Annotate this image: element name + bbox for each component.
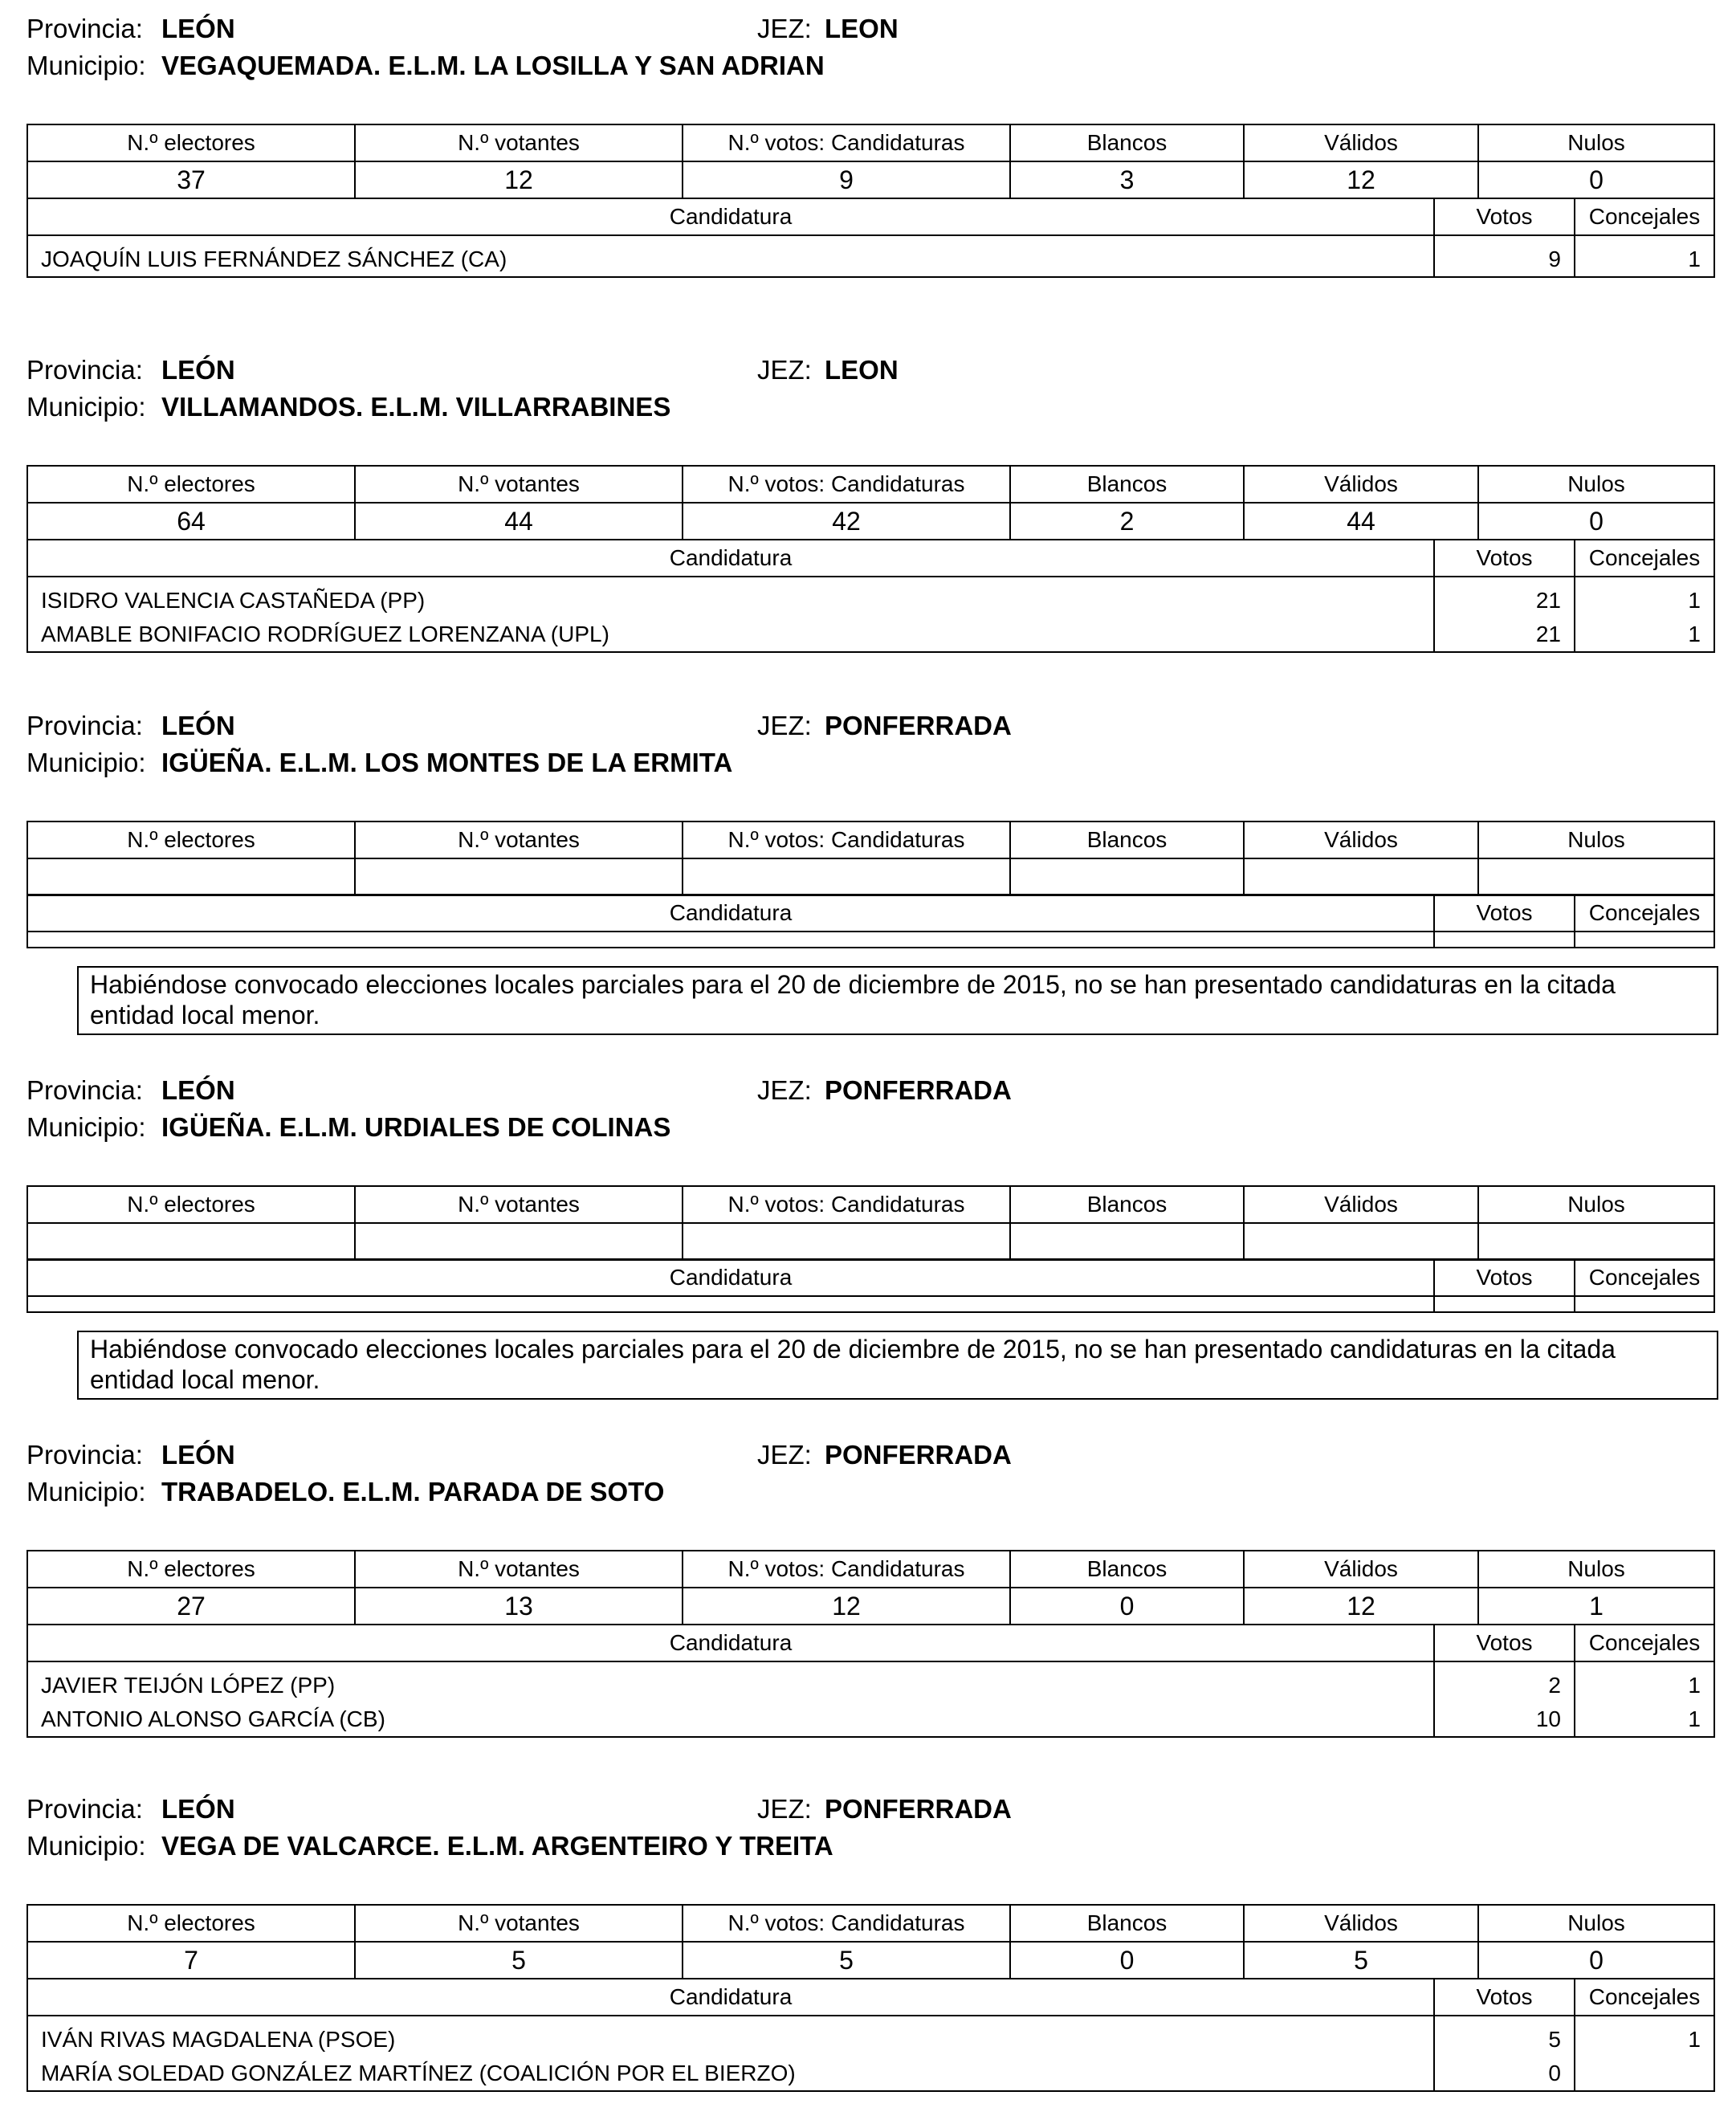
- stats-value-cell: [683, 1223, 1010, 1260]
- stats-value-cell: 13: [355, 1588, 683, 1625]
- candidate-name: IVÁN RIVAS MAGDALENA (PSOE): [41, 2027, 396, 2052]
- candidate-votos: 2: [1548, 1673, 1561, 1698]
- stats-table: [26, 821, 1715, 896]
- stats-header-cell: Nulos: [1478, 1186, 1714, 1223]
- stats-header-cell: N.º votantes: [355, 822, 683, 858]
- candidate-concejales: 1: [1688, 588, 1701, 613]
- jez-label: JEZ:: [757, 14, 812, 43]
- stats-header-cell: N.º votantes: [355, 1551, 683, 1588]
- municipio-label: Municipio:: [26, 51, 146, 80]
- jez-label: JEZ:: [757, 355, 812, 385]
- stats-value-cell: [355, 1223, 683, 1260]
- candidates-header-cell: Candidatura: [27, 1625, 1434, 1661]
- candidates-header-row: [27, 1979, 1714, 2016]
- jez-value: LEON: [825, 355, 899, 385]
- candidates-header-row: [27, 540, 1714, 577]
- stats-header-cell: N.º electores: [27, 124, 355, 161]
- provincia-row: [26, 13, 749, 45]
- candidate-votos: 21: [1535, 588, 1561, 613]
- municipio-row: [26, 1476, 665, 1508]
- candidate-votos: 10: [1535, 1706, 1561, 1731]
- stats-header-cell: Válidos: [1244, 1186, 1478, 1223]
- provincia-row: [26, 354, 749, 386]
- municipio-row: [26, 391, 671, 423]
- candidate-concejales-cell: [1575, 2016, 1714, 2091]
- jez-row: [757, 354, 899, 386]
- jez-label: JEZ:: [757, 1440, 812, 1470]
- stats-value-cell: 44: [355, 503, 683, 540]
- jez-value: PONFERRADA: [825, 711, 1012, 740]
- stats-header-cell: N.º votos: Candidaturas: [683, 1905, 1010, 1942]
- stats-table: [26, 465, 1715, 540]
- stats-table: [26, 124, 1715, 199]
- candidates-body-row: [27, 1661, 1714, 1737]
- candidates-header-cell: Votos: [1434, 895, 1575, 932]
- jez-value: PONFERRADA: [825, 1794, 1012, 1824]
- stats-header-cell: N.º electores: [27, 466, 355, 503]
- candidate-votos: 21: [1535, 622, 1561, 646]
- candidate-concejales-cell: [1575, 932, 1714, 948]
- stats-value-row: [27, 1588, 1714, 1625]
- candidates-header-cell: Concejales: [1575, 1259, 1714, 1296]
- candidate-concejales: 1: [1688, 1673, 1701, 1698]
- candidates-body-row: [27, 577, 1714, 652]
- stats-value-cell: [355, 858, 683, 895]
- candidate-concejales-cell: [1575, 1296, 1714, 1312]
- provincia-value: LEÓN: [161, 1794, 235, 1824]
- stats-header-cell: Blancos: [1010, 466, 1244, 503]
- stats-header-cell: Nulos: [1478, 466, 1714, 503]
- candidates-table: [26, 198, 1715, 278]
- stats-value-cell: 0: [1478, 1942, 1714, 1979]
- candidate-votes-cell: [1434, 932, 1575, 948]
- stats-value-cell: 0: [1010, 1942, 1244, 1979]
- candidates-table: [26, 1258, 1715, 1313]
- candidate-concejales: [1575, 2057, 1701, 2090]
- stats-header-cell: Blancos: [1010, 822, 1244, 858]
- candidates-header-cell: Votos: [1434, 1979, 1575, 2016]
- stats-value-cell: 0: [1478, 503, 1714, 540]
- stats-value-cell: 1: [1478, 1588, 1714, 1625]
- jez-row: [757, 710, 1012, 742]
- stats-value-cell: [1244, 1223, 1478, 1260]
- stats-value-cell: 2: [1010, 503, 1244, 540]
- stats-header-cell: N.º electores: [27, 1905, 355, 1942]
- candidates-header-row: [27, 1259, 1714, 1296]
- candidates-header-cell: Candidatura: [27, 895, 1434, 932]
- stats-value-row: [27, 503, 1714, 540]
- stats-value-cell: [1478, 858, 1714, 895]
- stats-value-cell: [27, 1223, 355, 1260]
- stats-header-row: [27, 1905, 1714, 1942]
- stats-header-cell: N.º electores: [27, 1186, 355, 1223]
- candidate-votes-cell: [1434, 577, 1575, 652]
- stats-header-cell: N.º votos: Candidaturas: [683, 1551, 1010, 1588]
- candidate-names-cell: [27, 2016, 1434, 2091]
- municipio-label: Municipio:: [26, 1831, 146, 1861]
- municipio-row: [26, 50, 825, 82]
- provincia-label: Provincia:: [26, 1075, 143, 1105]
- candidates-header-cell: Candidatura: [27, 198, 1434, 235]
- municipio-label: Municipio:: [26, 1477, 146, 1506]
- candidates-body-row: [27, 235, 1714, 277]
- candidate-names-cell: [27, 1296, 1434, 1312]
- candidate-names-cell: [27, 1661, 1434, 1737]
- stats-header-cell: Blancos: [1010, 124, 1244, 161]
- candidates-header-cell: Votos: [1434, 540, 1575, 577]
- stats-value-cell: 0: [1010, 1588, 1244, 1625]
- stats-value-cell: 5: [683, 1942, 1010, 1979]
- municipio-value: VILLAMANDOS. E.L.M. VILLARRABINES: [161, 392, 671, 422]
- candidate-name: JOAQUÍN LUIS FERNÁNDEZ SÁNCHEZ (CA): [41, 247, 507, 271]
- stats-header-row: [27, 822, 1714, 858]
- stats-header-cell: N.º votantes: [355, 124, 683, 161]
- stats-value-cell: [1244, 858, 1478, 895]
- candidate-concejales-cell: [1575, 1661, 1714, 1737]
- stats-header-cell: Válidos: [1244, 822, 1478, 858]
- stats-value-row: [27, 1223, 1714, 1260]
- jez-row: [757, 1074, 1012, 1107]
- candidate-concejales-cell: [1575, 577, 1714, 652]
- candidates-header-row: [27, 1625, 1714, 1661]
- candidate-names-cell: [27, 577, 1434, 652]
- stats-header-cell: N.º votantes: [355, 1186, 683, 1223]
- provincia-value: LEÓN: [161, 355, 235, 385]
- stats-value-cell: 27: [27, 1588, 355, 1625]
- jez-label: JEZ:: [757, 1075, 812, 1105]
- municipio-value: TRABADELO. E.L.M. PARADA DE SOTO: [161, 1477, 665, 1506]
- municipio-value: IGÜEÑA. E.L.M. URDIALES DE COLINAS: [161, 1112, 671, 1142]
- stats-header-cell: N.º votos: Candidaturas: [683, 124, 1010, 161]
- provincia-value: LEÓN: [161, 711, 235, 740]
- candidate-votos: 9: [1548, 247, 1561, 271]
- stats-header-cell: Válidos: [1244, 1905, 1478, 1942]
- candidates-header-cell: Concejales: [1575, 198, 1714, 235]
- stats-value-cell: [27, 858, 355, 895]
- jez-row: [757, 1439, 1012, 1471]
- stats-header-cell: Válidos: [1244, 124, 1478, 161]
- candidates-header-cell: Concejales: [1575, 1625, 1714, 1661]
- candidates-header-cell: Candidatura: [27, 1259, 1434, 1296]
- candidate-concejales: 1: [1688, 622, 1701, 646]
- stats-value-cell: 12: [1244, 1588, 1478, 1625]
- stats-value-cell: 42: [683, 503, 1010, 540]
- candidates-body-row: [27, 1296, 1714, 1312]
- stats-header-row: [27, 466, 1714, 503]
- municipio-value: VEGA DE VALCARCE. E.L.M. ARGENTEIRO Y TREITA: [161, 1831, 833, 1861]
- candidate-concejales-cell: [1575, 235, 1714, 277]
- stats-table: [26, 1904, 1715, 1979]
- provincia-label: Provincia:: [26, 711, 143, 740]
- stats-header-cell: N.º votos: Candidaturas: [683, 1186, 1010, 1223]
- candidate-names-cell: [27, 932, 1434, 948]
- municipio-row: [26, 1830, 833, 1862]
- provincia-row: [26, 710, 749, 742]
- municipio-value: VEGAQUEMADA. E.L.M. LA LOSILLA Y SAN ADRIAN: [161, 51, 825, 80]
- candidates-header-cell: Candidatura: [27, 1979, 1434, 2016]
- stats-header-cell: Nulos: [1478, 1905, 1714, 1942]
- stats-value-cell: 3: [1010, 161, 1244, 198]
- candidate-votes-cell: [1434, 235, 1575, 277]
- candidate-concejales: 1: [1688, 2027, 1701, 2052]
- provincia-value: LEÓN: [161, 1075, 235, 1105]
- candidate-concejales: 1: [1688, 1706, 1701, 1731]
- candidates-table: [26, 894, 1715, 948]
- provincia-row: [26, 1793, 749, 1825]
- municipio-value: IGÜEÑA. E.L.M. LOS MONTES DE LA ERMITA: [161, 748, 733, 777]
- municipio-label: Municipio:: [26, 392, 146, 422]
- stats-header-cell: Blancos: [1010, 1905, 1244, 1942]
- jez-label: JEZ:: [757, 1794, 812, 1824]
- candidate-name: MARÍA SOLEDAD GONZÁLEZ MARTÍNEZ (COALICIÓN POR EL BIERZO): [41, 2061, 796, 2085]
- candidate-votos: 0: [1548, 2061, 1561, 2085]
- candidate-votes-cell: [1434, 1661, 1575, 1737]
- candidates-header-cell: Votos: [1434, 1625, 1575, 1661]
- candidate-votes-cell: [1434, 2016, 1575, 2091]
- stats-value-cell: 9: [683, 161, 1010, 198]
- stats-header-cell: Nulos: [1478, 1551, 1714, 1588]
- candidate-votes-cell: [1434, 1296, 1575, 1312]
- stats-value-cell: [1010, 858, 1244, 895]
- provincia-label: Provincia:: [26, 14, 143, 43]
- stats-header-cell: N.º votos: Candidaturas: [683, 822, 1010, 858]
- stats-value-row: [27, 161, 1714, 198]
- jez-value: LEON: [825, 14, 899, 43]
- municipio-label: Municipio:: [26, 1112, 146, 1142]
- candidate-name: AMABLE BONIFACIO RODRÍGUEZ LORENZANA (UPL): [41, 622, 609, 646]
- stats-value-cell: 12: [355, 161, 683, 198]
- stats-header-cell: N.º votantes: [355, 1905, 683, 1942]
- provincia-value: LEÓN: [161, 1440, 235, 1470]
- stats-value-row: [27, 1942, 1714, 1979]
- candidate-name: ISIDRO VALENCIA CASTAÑEDA (PP): [41, 588, 426, 613]
- stats-value-cell: 7: [27, 1942, 355, 1979]
- candidates-body-row: [27, 2016, 1714, 2091]
- provincia-row: [26, 1439, 749, 1471]
- candidate-name: ANTONIO ALONSO GARCÍA (CB): [41, 1706, 385, 1731]
- stats-header-row: [27, 1551, 1714, 1588]
- provincia-label: Provincia:: [26, 1794, 143, 1824]
- stats-value-cell: 12: [683, 1588, 1010, 1625]
- stats-header-cell: Válidos: [1244, 1551, 1478, 1588]
- candidate-votos: 5: [1548, 2027, 1561, 2052]
- provincia-value: LEÓN: [161, 14, 235, 43]
- municipio-row: [26, 1111, 671, 1144]
- stats-value-row: [27, 858, 1714, 895]
- stats-header-row: [27, 124, 1714, 161]
- stats-value-cell: 5: [355, 1942, 683, 1979]
- stats-header-cell: N.º electores: [27, 1551, 355, 1588]
- candidates-header-row: [27, 895, 1714, 932]
- candidate-name: JAVIER TEIJÓN LÓPEZ (PP): [41, 1673, 336, 1698]
- jez-label: JEZ:: [757, 711, 812, 740]
- candidates-table: [26, 1624, 1715, 1738]
- candidates-header-cell: Candidatura: [27, 540, 1434, 577]
- stats-value-cell: 64: [27, 503, 355, 540]
- candidates-body-row: [27, 932, 1714, 948]
- jez-value: PONFERRADA: [825, 1075, 1012, 1105]
- stats-header-cell: N.º votos: Candidaturas: [683, 466, 1010, 503]
- candidates-header-cell: Concejales: [1575, 540, 1714, 577]
- jez-row: [757, 13, 899, 45]
- candidate-concejales: 1: [1688, 247, 1701, 271]
- jez-row: [757, 1793, 1012, 1825]
- stats-value-cell: [1010, 1223, 1244, 1260]
- no-candidates-note: Habiéndose convocado elecciones locales parciales para el 20 de diciembre de 2015, no se han presentado candidaturas en la citada entidad local menor.: [77, 966, 1718, 1035]
- stats-value-cell: 12: [1244, 161, 1478, 198]
- jez-value: PONFERRADA: [825, 1440, 1012, 1470]
- stats-header-cell: Nulos: [1478, 124, 1714, 161]
- stats-value-cell: 5: [1244, 1942, 1478, 1979]
- stats-header-cell: Blancos: [1010, 1186, 1244, 1223]
- municipio-label: Municipio:: [26, 748, 146, 777]
- candidates-table: [26, 539, 1715, 653]
- candidates-header-cell: Votos: [1434, 1259, 1575, 1296]
- provincia-label: Provincia:: [26, 1440, 143, 1470]
- stats-value-cell: [1478, 1223, 1714, 1260]
- stats-value-cell: 0: [1478, 161, 1714, 198]
- stats-value-cell: [683, 858, 1010, 895]
- provincia-label: Provincia:: [26, 355, 143, 385]
- stats-header-cell: Blancos: [1010, 1551, 1244, 1588]
- municipio-row: [26, 747, 733, 779]
- provincia-row: [26, 1074, 749, 1107]
- stats-header-cell: Nulos: [1478, 822, 1714, 858]
- candidate-names-cell: [27, 235, 1434, 277]
- candidates-header-cell: Votos: [1434, 198, 1575, 235]
- stats-value-cell: 37: [27, 161, 355, 198]
- candidates-header-cell: Concejales: [1575, 895, 1714, 932]
- stats-header-cell: Válidos: [1244, 466, 1478, 503]
- stats-header-cell: N.º electores: [27, 822, 355, 858]
- stats-table: [26, 1550, 1715, 1625]
- stats-header-row: [27, 1186, 1714, 1223]
- stats-header-cell: N.º votantes: [355, 466, 683, 503]
- candidates-table: [26, 1978, 1715, 2092]
- candidates-header-row: [27, 198, 1714, 235]
- stats-value-cell: 44: [1244, 503, 1478, 540]
- no-candidates-note: Habiéndose convocado elecciones locales parciales para el 20 de diciembre de 2015, no se han presentado candidaturas en la citada entidad local menor.: [77, 1331, 1718, 1400]
- candidates-header-cell: Concejales: [1575, 1979, 1714, 2016]
- stats-table: [26, 1185, 1715, 1261]
